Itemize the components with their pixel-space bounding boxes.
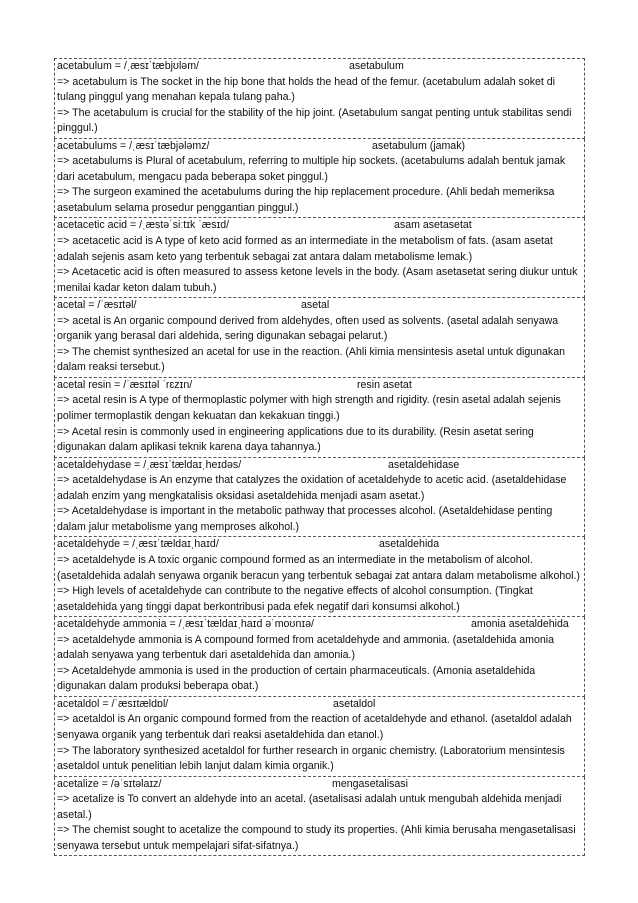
entry-translation: amonia asetaldehida xyxy=(471,618,569,631)
glossary-entry xyxy=(54,378,585,458)
glossary-entry xyxy=(54,537,585,617)
entry-headword: acetaldehyde ammonia = /ˌæsɪˈtældaɪˌhaɪd əˈmoʊnɪə/ xyxy=(57,618,314,631)
entry-headword: acetalize = /əˈsɪtəlaɪz/ xyxy=(57,777,162,790)
glossary-entry xyxy=(54,697,585,777)
entry-header xyxy=(57,537,583,553)
entry-header xyxy=(57,777,583,793)
entry-translation: asetabulum xyxy=(349,60,404,72)
entry-definition: => acetal is An organic compound derived from aldehydes, often used as solvents. (asetal adalah senyawa organik yang berasal dari aldehida, sering digunakan sebagai pelarut.) xyxy=(57,314,559,343)
entry-header xyxy=(57,218,583,234)
entry-translation: mengasetalisasi xyxy=(332,777,408,790)
entry-example: => The chemist synthesized an acetal for use in the reaction. (Ahli kimia mensintesis asetal untuk digunakan dalam reaksi tersebut.) xyxy=(57,345,565,374)
entry-example: => Acetal resin is commonly used in engineering applications due to its durability. (Resin asetat sering digunakan dalam aplikasi teknik karena daya tahannya.) xyxy=(57,425,534,454)
entry-headword: acetaldehydase = /ˌæsɪˈtældaɪˌheɪdəs/ xyxy=(57,458,242,471)
entry-example: => High levels of acetaldehyde can contribute to the negative effects of alcohol consumption. (Tingkat asetaldehida yang tinggi dapat berkontribusi pada efek negatif dari konsumsi alkohol.) xyxy=(57,585,533,613)
entry-definition: => acetaldehyde ammonia is A compound formed from acetaldehyde and ammonia. (asetaldehida amonia adalah senyawa yang terbentuk dari asetaldehida dan amonia.) xyxy=(57,633,555,662)
entry-header xyxy=(57,617,583,633)
entry-example: => The acetabulum is crucial for the stability of the hip joint. (Asetabulum sangat penting untuk stabilitas sendi pinggul.) xyxy=(57,106,572,135)
entry-headword: acetabulums = /ˌæsɪˈtæbjələmz/ xyxy=(57,139,210,152)
glossary-entry xyxy=(54,617,585,697)
entry-translation: resin asetat xyxy=(357,378,412,391)
entry-header xyxy=(57,378,583,394)
entry-translation: asetaldehida xyxy=(379,538,440,551)
entry-header xyxy=(57,59,583,75)
entry-definition: => acetaldehydase is An enzyme that catalyzes the oxidation of acetaldehyde to acetic acid. (asetaldehidase adalah enzim yang mengkatalisis oksidasi asetaldehida menjadi asam asetat.) xyxy=(57,474,567,502)
entry-translation: asetaldehidase xyxy=(388,458,460,471)
entry-headword: acetal = /ˈæsɪtəl/ xyxy=(57,299,137,312)
entry-translation: asetaldol xyxy=(333,697,376,710)
glossary-entry xyxy=(54,58,585,139)
glossary-entry xyxy=(54,777,585,857)
entry-header xyxy=(57,139,583,155)
entry-example: => Acetaldehyde ammonia is used in the production of certain pharmaceuticals. (Amonia asetaldehida digunakan dalam produksi beberapa obat.) xyxy=(57,664,536,693)
entry-definition: => acetaldehyde is A toxic organic compound formed as an intermediate in the metabolism of alcohol. (asetaldehida adalah senyawa organik beracun yang terbentuk sebagai zat antara dalam metabolisme alkohol.) xyxy=(57,553,580,582)
entry-example: => The surgeon examined the acetabulums during the hip replacement procedure. (Ahli bedah memeriksa asetabulum selama prosedur penggantian pinggul.) xyxy=(57,186,555,214)
entry-example: => The chemist sought to acetalize the compound to study its properties. (Ahli kimia berusaha mengasetalisasi senyawa tersebut untuk mempelajari sifat-sifatnya.) xyxy=(57,824,576,852)
entry-definition: => acetalize is To convert an aldehyde into an acetal. (asetalisasi adalah untuk mengubah aldehida menjadi asetal.) xyxy=(57,793,562,821)
entry-definition: => acetabulum is The socket in the hip bone that holds the head of the femur. (acetabulum adalah soket di tulang pinggul yang menahan kepala tulang paha.) xyxy=(57,75,556,104)
entry-definition: => acetabulums is Plural of acetabulum, referring to multiple hip sockets. (acetabulums adalah bentuk jamak dari acetabulum, mengacu pada beberapa soket pinggul.) xyxy=(57,155,566,183)
entry-headword: acetaldehyde = /ˌæsɪˈtældaɪˌhaɪd/ xyxy=(57,538,219,551)
entry-definition: => acetacetic acid is A type of keto acid formed as an intermediate in the metabolism of fats. (asam asetat adalah sejenis asam keto yang terbentuk sebagai zat antara dalam metabolisme lemak.) xyxy=(57,235,553,263)
entry-translation: asetabulum (jamak) xyxy=(372,139,466,152)
entry-definition: => acetaldol is An organic compound formed from the reaction of acetaldehyde and ethanol. (asetaldol adalah senyawa organik yang terbentuk dari reaksi asetaldehida dan etanol.) xyxy=(57,713,572,741)
glossary-page xyxy=(54,58,585,856)
entry-header xyxy=(57,298,583,314)
entry-header xyxy=(57,697,583,713)
glossary-entry xyxy=(54,139,585,219)
entry-headword: acetabulum = /ˌæsɪˈtæbjʊləm/ xyxy=(57,60,199,72)
entry-translation: asetal xyxy=(301,299,330,312)
entry-headword: acetal resin = /ˈæsɪtəl ˈrɛzɪn/ xyxy=(57,378,193,391)
entry-example: => Acetacetic acid is often measured to assess ketone levels in the body. (Asam asetasetat sering diukur untuk menilai kadar keton dalam tubuh.) xyxy=(57,266,578,294)
glossary-entry xyxy=(54,458,585,538)
entry-header xyxy=(57,458,583,474)
entry-definition: => acetal resin is A type of thermoplastic polymer with high strength and rigidity. (resin asetal adalah sejenis polimer termoplastik dengan kekuatan dan kekakuan tinggi.) xyxy=(57,394,561,423)
glossary-entry xyxy=(54,218,585,298)
entry-example: => The laboratory synthesized acetaldol for further research in organic chemistry. (Laboratorium mensintesis asetaldol untuk penelitian lebih lanjut dalam kimia organik.) xyxy=(57,744,565,773)
glossary-entry xyxy=(54,298,585,378)
entry-headword: acetacetic acid = /ˌæstəˈsiːtɪk ˈæsɪd/ xyxy=(57,219,230,232)
entry-example: => Acetaldehydase is important in the metabolic pathway that processes alcohol. (Asetaldehidase penting dalam jalur metabolisme yang memproses alkohol.) xyxy=(57,505,553,533)
entry-translation: asam asetasetat xyxy=(394,219,472,232)
entry-headword: acetaldol = /ˈæsɪtældɒl/ xyxy=(57,697,169,710)
